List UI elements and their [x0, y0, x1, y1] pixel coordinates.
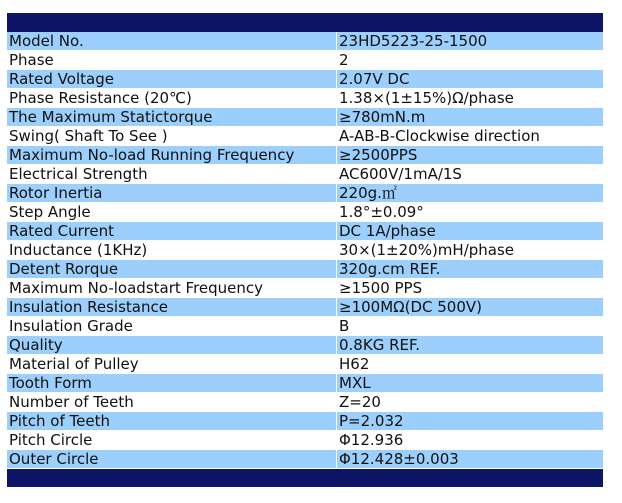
- value-cell: 1.38×(1±15%)Ω/phase: [339, 89, 514, 107]
- table-footer-band: [7, 469, 603, 487]
- value-cell: AC600V/1mA/1S: [339, 165, 462, 183]
- table-row: [7, 241, 603, 260]
- table-body: [7, 32, 603, 469]
- value-cell: ≥100MΩ(DC 500V): [337, 298, 603, 316]
- value-cell: H62: [339, 355, 370, 373]
- value-cell: 30×(1±20%)mH/phase: [339, 241, 515, 259]
- value-cell: Φ12.428±0.003: [337, 450, 603, 468]
- table-row: [7, 298, 603, 317]
- parameter-cell: Quality: [7, 336, 336, 354]
- parameter-cell: Tooth Form: [7, 374, 336, 392]
- table-row: [7, 165, 603, 184]
- parameter-cell: Model No.: [7, 32, 336, 50]
- table-row: [7, 203, 603, 222]
- table-row: [7, 146, 603, 165]
- table-row: [7, 431, 603, 450]
- value-cell: 220g.㎡: [337, 184, 603, 202]
- table-row: [7, 108, 603, 127]
- value-cell: ≥1500 PPS: [339, 279, 423, 297]
- parameter-cell: Electrical Strength: [9, 165, 148, 183]
- value-cell: DC 1A/phase: [337, 222, 603, 240]
- parameter-cell: Rated Current: [7, 222, 336, 240]
- value-cell: 1.8°±0.09°: [339, 203, 424, 221]
- parameter-cell: Maximum No-loadstart Frequency: [9, 279, 264, 297]
- parameter-cell: Inductance (1KHz): [9, 241, 148, 259]
- parameter-cell: Pitch of Teeth: [7, 412, 336, 430]
- value-cell: 320g.cm REF.: [337, 260, 603, 278]
- value-cell: B: [339, 317, 350, 335]
- table-row: [7, 393, 603, 412]
- value-cell: ≥2500PPS: [337, 146, 603, 164]
- table-row: [7, 51, 603, 70]
- parameter-cell: Insulation Grade: [9, 317, 133, 335]
- parameter-cell: Insulation Resistance: [7, 298, 336, 316]
- value-cell: 2.07V DC: [337, 70, 603, 88]
- table-row: [7, 127, 603, 146]
- value-cell: 2: [339, 51, 349, 69]
- parameter-cell: Step Angle: [9, 203, 91, 221]
- table-row: [7, 70, 603, 89]
- table-row: [7, 317, 603, 336]
- value-cell: 23HD5223-25-1500: [337, 32, 603, 50]
- table-row: [7, 412, 603, 431]
- parameter-cell: The Maximum Statictorque: [7, 108, 336, 126]
- table-row: [7, 336, 603, 355]
- parameter-cell: Pitch Circle: [9, 431, 93, 449]
- table-row: [7, 32, 603, 51]
- parameter-cell: Number of Teeth: [9, 393, 134, 411]
- parameter-cell: Rated Voltage: [7, 70, 336, 88]
- parameter-cell: Outer Circle: [7, 450, 336, 468]
- parameter-cell: Maximum No-load Running Frequency: [7, 146, 336, 164]
- table-row: [7, 184, 603, 203]
- value-cell: A-AB-B-Clockwise direction: [339, 127, 540, 145]
- value-cell: ≥780mN.m: [337, 108, 603, 126]
- parameter-cell: Rotor Inertia: [7, 184, 336, 202]
- value-cell: MXL: [337, 374, 603, 392]
- value-cell: Φ12.936: [339, 431, 404, 449]
- table-row: [7, 260, 603, 279]
- value-cell: Z=20: [339, 393, 381, 411]
- parameter-cell: Swing( Shaft To See ): [9, 127, 168, 145]
- table-row: [7, 89, 603, 108]
- table-row: [7, 450, 603, 469]
- table-row: [7, 355, 603, 374]
- table-header-band: [7, 13, 603, 32]
- parameter-cell: Phase: [9, 51, 54, 69]
- parameter-cell: Detent Rorque: [7, 260, 336, 278]
- parameter-cell: Material of Pulley: [9, 355, 139, 373]
- table-row: [7, 222, 603, 241]
- spec-table: [7, 13, 603, 487]
- table-row: [7, 279, 603, 298]
- parameter-cell: Phase Resistance (20℃): [9, 89, 192, 107]
- value-cell: P=2.032: [337, 412, 603, 430]
- table-row: [7, 374, 603, 393]
- value-cell: 0.8KG REF.: [337, 336, 603, 354]
